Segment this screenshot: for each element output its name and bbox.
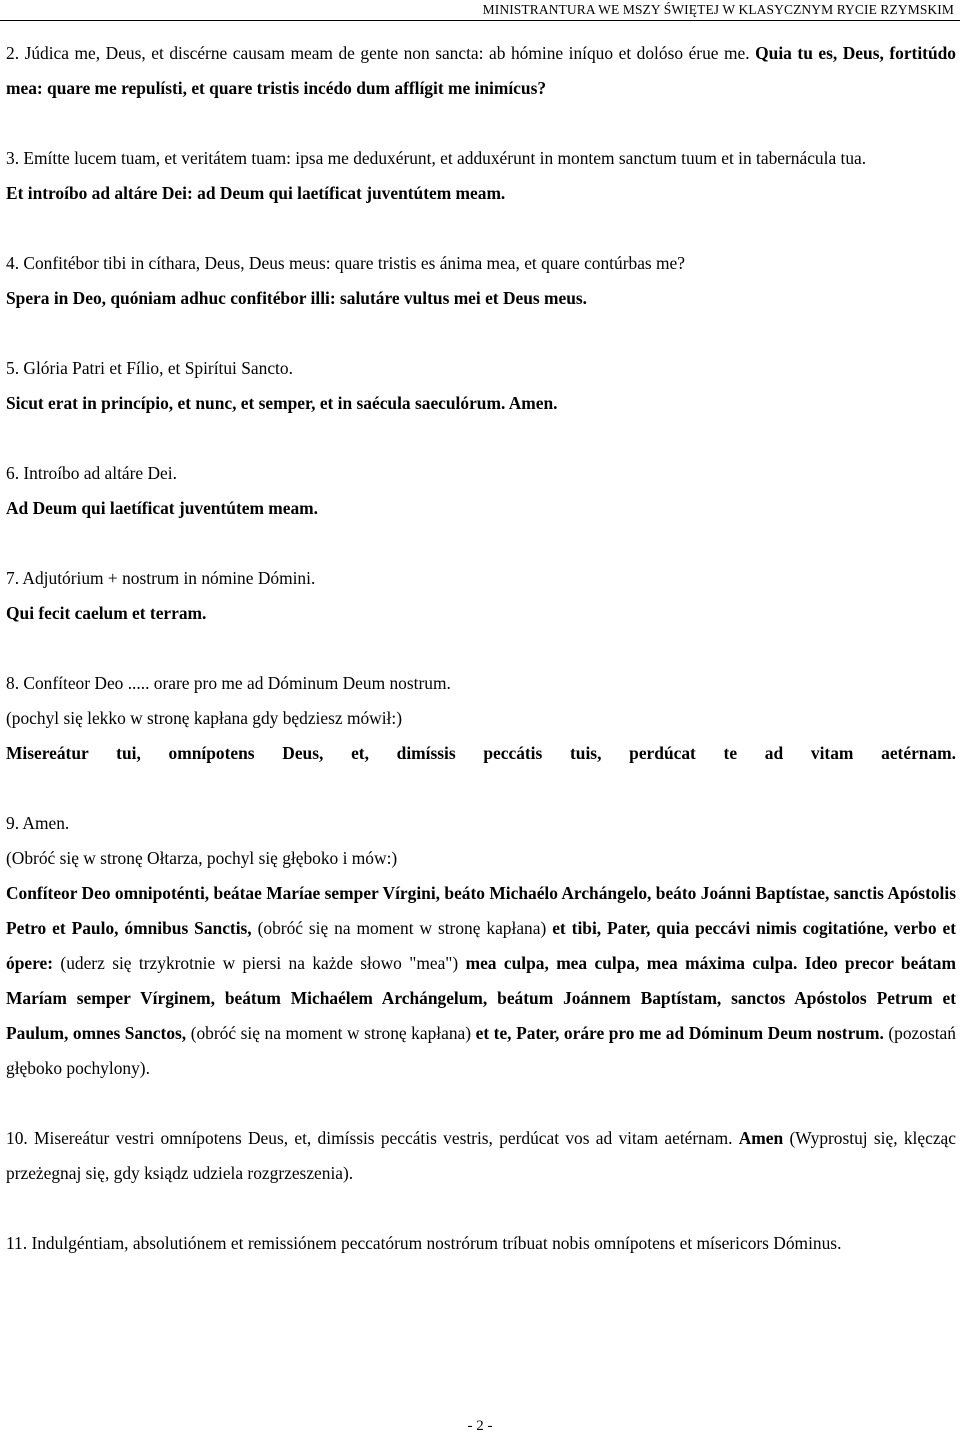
paragraph-8-response bbox=[6, 736, 956, 771]
paragraph-8-note: (pochyl się lekko w stronę kapłana gdy będziesz mówił:) bbox=[6, 708, 403, 728]
confiteor-part-2: et tibi, Pater, quia peccávi nimis cogitatióne, verbo et ópere: bbox=[6, 918, 956, 973]
p10-response: Amen bbox=[738, 1128, 784, 1148]
p5-response: Sicut erat in princípio, et nunc, et semper, et in saécula saeculórum. Amen. bbox=[6, 393, 558, 413]
p8-response: Misereátur tui, omnípotens Deus, et, dimíssis peccátis tuis, perdúcat te ad vitam aetérnam. bbox=[6, 743, 956, 763]
rubric-4: (pozostań głęboko pochylony). bbox=[6, 1023, 956, 1078]
paragraph-9-note: (Obróć się w stronę Ołtarza, pochyl się głęboko i mów:) bbox=[6, 848, 398, 868]
confiteor-part-4: et te, Pater, oráre pro me ad Dóminum Deum nostrum. bbox=[475, 1023, 884, 1043]
paragraph-11: 11. Indulgéntiam, absolutiónem et remissiónem peccatórum nostrórum tríbuat nobis omnípotens et mísericors Dóminus. bbox=[6, 1233, 842, 1253]
paragraph-3: 3. Emítte lucem tuam, et veritátem tuam: ipsa me deduxérunt, et adduxérunt in montem sanctum tuum et in tabernácula tua. bbox=[6, 148, 867, 168]
paragraph-9: 9. Amen. bbox=[6, 813, 70, 833]
document-body bbox=[6, 36, 956, 1261]
paragraph-8: 8. Confíteor Deo ..... orare pro me ad Dóminum Deum nostrum. bbox=[6, 673, 451, 693]
paragraph-7: 7. Adjutórium + nostrum in nómine Dómini. bbox=[6, 568, 316, 588]
paragraph-10 bbox=[6, 1121, 956, 1191]
paragraph-7-response bbox=[6, 596, 956, 631]
paragraph-6-response bbox=[6, 491, 956, 526]
p10-note: (Wyprostuj się, klęcząc przeżegnaj się, gdy ksiądz udziela rozgrzeszenia). bbox=[6, 1128, 956, 1183]
header-rule bbox=[0, 20, 960, 21]
paragraph-3-response bbox=[6, 176, 956, 211]
p6-response: Ad Deum qui laetíficat juventútem meam. bbox=[6, 498, 319, 518]
confiteor-part-3: mea culpa, mea culpa, mea máxima culpa. Ideo precor beátam Maríam semper Vírginem, beátum Michaélem Archángelum, beátum Joánnem Baptístam, sanctos Apóstolos Petrum et Paulum, omnes Sanctos, bbox=[6, 953, 956, 1043]
p3-response: Et introíbo ad altáre Dei: ad Deum qui laetíficat juventútem meam. bbox=[6, 183, 506, 203]
rubric-3: (obróć się na moment w stronę kapłana) bbox=[186, 1023, 476, 1043]
p2-response: Quia tu es, Deus, fortitúdo mea: quare me repulísti, et quare tristis incédo dum afflígit me inimícus? bbox=[6, 43, 956, 98]
page-number: - 2 - bbox=[467, 1418, 493, 1434]
p4-response: Spera in Deo, quóniam adhuc confitébor illi: salutáre vultus mei et Deus meus. bbox=[6, 288, 587, 308]
rubric-2: (uderz się trzykrotnie w piersi na każde słowo "mea") bbox=[53, 953, 466, 973]
p2-text: 2. Júdica me, Deus, et discérne causam meam de gente non sancta: ab hómine iníquo et dolóso érue me. bbox=[6, 43, 756, 63]
confiteor-part-1: Confíteor Deo omnipoténti, beátae Maríae semper Vírgini, beáto Michaélo Archángelo, beáto Joánni Baptístae, sanctis Apóstolis Petro et Paulo, ómnibus Sanctis, bbox=[6, 883, 956, 938]
paragraph-6: 6. Introíbo ad altáre Dei. bbox=[6, 463, 177, 483]
p7-response: Qui fecit caelum et terram. bbox=[6, 603, 207, 623]
paragraph-5: 5. Glória Patri et Fílio, et Spirítui Sancto. bbox=[6, 358, 293, 378]
paragraph-4-response bbox=[6, 281, 956, 316]
p10-text: 10. Misereátur vestri omnípotens Deus, et, dimíssis peccátis vestris, perdúcat vos ad vitam aetérnam. bbox=[6, 1128, 739, 1148]
paragraph-4: 4. Confitébor tibi in cíthara, Deus, Deus meus: quare tristis es ánima mea, et quare contúrbas me? bbox=[6, 253, 685, 273]
confiteor-paragraph bbox=[6, 876, 956, 1086]
paragraph-2 bbox=[6, 36, 956, 106]
paragraph-5-response bbox=[6, 386, 956, 421]
rubric-1: (obróć się na moment w stronę kapłana) bbox=[251, 918, 553, 938]
running-header: MINISTRANTURA WE MSZY ŚWIĘTEJ W KLASYCZNYM RYCIE RZYMSKIM bbox=[482, 2, 954, 17]
